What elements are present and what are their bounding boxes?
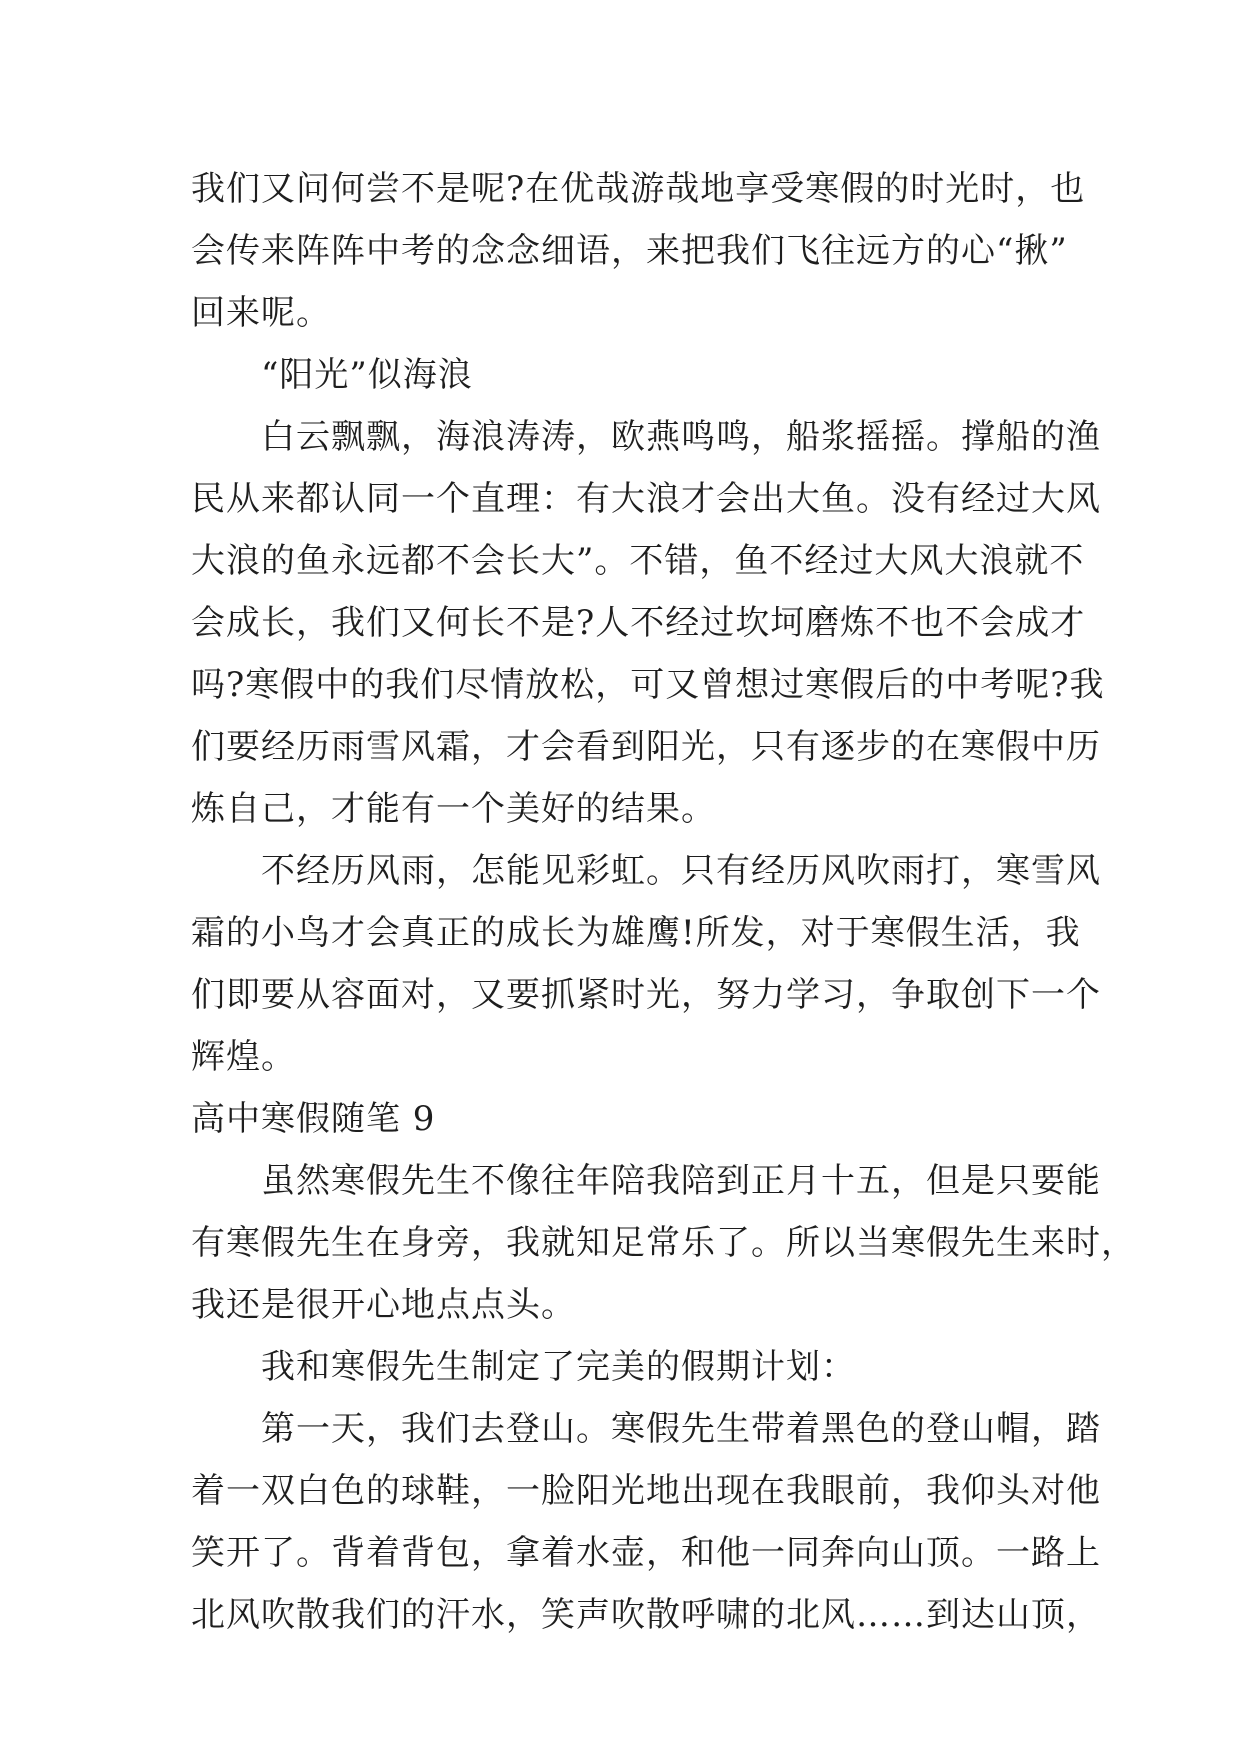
section-heading: “阳光”似海浪	[261, 355, 473, 395]
paragraph-line: 有寒假先生在身旁，我就知足常乐了。所以当寒假先生来时，	[191, 1223, 1136, 1263]
paragraph-line: 炼自己，才能有一个美好的结果。	[191, 789, 716, 829]
paragraph-line: 我和寒假先生制定了完美的假期计划：	[261, 1347, 856, 1387]
paragraph-line: 我们又问何尝不是呢?在优哉游哉地享受寒假的时光时，也	[191, 169, 1086, 209]
paragraph-line: 着一双白色的球鞋，一脸阳光地出现在我眼前，我仰头对他	[191, 1471, 1101, 1511]
paragraph-line: 回来呢。	[191, 293, 331, 333]
paragraph-line: 吗?寒假中的我们尽情放松，可又曾想过寒假后的中考呢?我	[191, 665, 1105, 705]
paragraph-line: 会传来阵阵中考的念念细语，来把我们飞往远方的心“揪”	[191, 231, 1068, 271]
paragraph-line: 霜的小鸟才会真正的成长为雄鹰!所发，对于寒假生活，我	[191, 913, 1081, 953]
paragraph-line: 北风吹散我们的汗水，笑声吹散呼啸的北风……到达山顶，	[191, 1595, 1101, 1635]
paragraph-line: 们即要从容面对，又要抓紧时光，努力学习，争取创下一个	[191, 975, 1101, 1015]
paragraph-line: 白云飘飘，海浪涛涛，欧燕鸣鸣，船浆摇摇。撑船的渔	[261, 417, 1101, 457]
paragraph-line: 我还是很开心地点点头。	[191, 1285, 576, 1325]
section-title: 高中寒假随笔 9	[191, 1099, 436, 1139]
paragraph-line: 虽然寒假先生不像往年陪我陪到正月十五，但是只要能	[261, 1161, 1101, 1201]
paragraph-line: 会成长，我们又何长不是?人不经过坎坷磨炼不也不会成才	[191, 603, 1086, 643]
paragraph-line: 笑开了。背着背包，拿着水壶，和他一同奔向山顶。一路上	[191, 1533, 1101, 1573]
paragraph-line: 们要经历雨雪风霜，才会看到阳光，只有逐步的在寒假中历	[191, 727, 1101, 767]
paragraph-line: 辉煌。	[191, 1037, 296, 1077]
paragraph-line: 第一天，我们去登山。寒假先生带着黑色的登山帽，踏	[261, 1409, 1101, 1449]
paragraph-line: 大浪的鱼永远都不会长大”。不错，鱼不经过大风大浪就不	[191, 541, 1085, 581]
essay-text	[191, 158, 1136, 1646]
paragraph-line: 不经历风雨，怎能见彩虹。只有经历风吹雨打，寒雪风	[261, 851, 1101, 891]
paragraph-line: 民从来都认同一个直理：有大浪才会出大鱼。没有经过大风	[191, 479, 1101, 519]
